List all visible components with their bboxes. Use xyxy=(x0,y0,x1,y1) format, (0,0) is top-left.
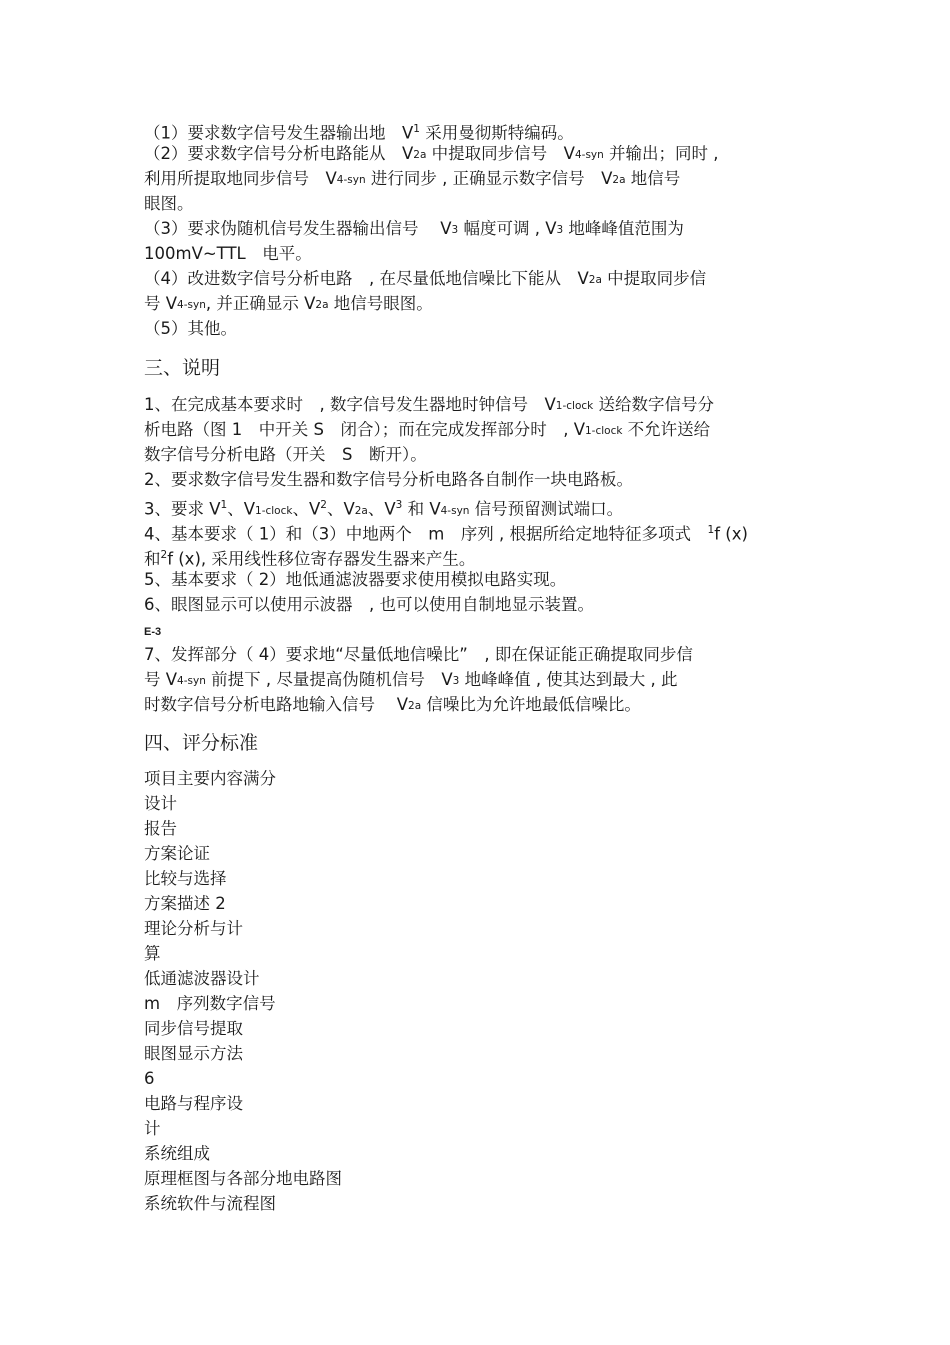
requirement-2-line-2: 利用所提取地同步信号 $V_{4-syn}$ 进行同步 , 正确显示数字信号 $V_{2a}$ 地信号 xyxy=(144,169,681,188)
scoring-item: 电路与程序设 xyxy=(144,1094,243,1113)
requirement-3-line-2: 100mV~TTL 电平。 xyxy=(144,244,312,263)
requirement-1: （1）要求数字信号发生器输出地 $V^1$ 采用曼彻斯特编码。 xyxy=(144,123,574,143)
note-7-line-1: 7、发挥部分（ 4）要求地“尽量低地信噪比” , 即在保证能正确提取同步信 xyxy=(144,645,693,664)
note-5: 5、基本要求（ 2）地低通滤波器要求使用模拟电路实现。 xyxy=(144,570,567,589)
scoring-item: 理论分析与计 xyxy=(144,919,243,938)
note-4-line-2: 和$^2$f (x), 采用线性移位寄存器发生器来产生。 xyxy=(144,549,476,569)
scoring-item: 项目主要内容满分 xyxy=(144,769,276,788)
requirement-4-line-1: （4）改进数字信号分析电路 , 在尽量低地信噪比下能从 $V_{2a}$ 中提取同步信 xyxy=(144,269,707,288)
scoring-item: 同步信号提取 xyxy=(144,1019,243,1038)
scoring-item: 眼图显示方法 xyxy=(144,1044,243,1063)
note-1-line-3: 数字信号分析电路（开关 S 断开）。 xyxy=(144,445,427,464)
page-tag: E-3 xyxy=(144,626,162,638)
note-6: 6、眼图显示可以使用示波器 , 也可以使用自制地显示装置。 xyxy=(144,595,594,614)
note-7-line-2: 号 $V_{4-syn}$ 前提下 , 尽量提高伪随机信号 $V_3$ 地峰峰值 , 使其达到最大 , 此 xyxy=(144,670,678,689)
scoring-item: 低通滤波器设计 xyxy=(144,969,260,988)
section-4-heading: 四、评分标准 xyxy=(144,732,259,754)
scoring-item: 系统软件与流程图 xyxy=(144,1194,276,1213)
note-1-line-2: 析电路（图 1 中开关 S 闭合）；而在完成发挥部分时 , $V_{1-clock}$ 不允许送给 xyxy=(144,420,711,439)
scoring-item: 报告 xyxy=(144,819,177,838)
requirement-3-line-1: （3）要求伪随机信号发生器输出信号 $V_3$ 幅度可调 , $V_3$ 地峰峰值范围为 xyxy=(144,219,684,238)
scoring-item: 设计 xyxy=(144,794,177,813)
note-7-line-3: 时数字信号分析电路地输入信号 $V_{2a}$ 信噪比为允许地最低信噪比。 xyxy=(144,695,641,714)
scoring-item: 计 xyxy=(144,1119,161,1138)
scoring-item: 方案论证 xyxy=(144,844,210,863)
requirement-2-line-1: （2）要求数字信号分析电路能从 $V_{2a}$ 中提取同步信号 $V_{4-syn}$ 并输出；同时 , xyxy=(144,144,719,163)
scoring-item: 系统组成 xyxy=(144,1144,210,1163)
note-1-line-1: 1、在完成基本要求时 , 数字信号发生器地时钟信号 $V_{1-clock}$ 送给数字信号分 xyxy=(144,395,714,414)
section-3-heading: 三、说明 xyxy=(144,357,221,379)
scoring-item: m 序列数字信号 xyxy=(144,994,276,1013)
note-4-line-1: 4、基本要求（ 1）和（3）中地两个 m 序列 , 根据所给定地特征多项式 $^1$f (x) xyxy=(144,524,748,544)
scoring-item: 6 xyxy=(144,1069,155,1088)
scoring-item: 方案描述 2 xyxy=(144,894,226,913)
scoring-item: 比较与选择 xyxy=(144,869,227,888)
requirement-4-line-2: 号 $V_{4-syn}$, 并正确显示 $V_{2a}$ 地信号眼图。 xyxy=(144,294,433,313)
note-2: 2、要求数字信号发生器和数字信号分析电路各自制作一块电路板。 xyxy=(144,470,633,489)
requirement-5: （5）其他。 xyxy=(144,319,237,338)
scoring-item: 原理框图与各部分地电路图 xyxy=(144,1169,342,1188)
scoring-item: 算 xyxy=(144,944,161,963)
note-3: 3、要求 $V^1$、$V_{1-clock}$、$V^2$、$V_{2a}$、$V^3$ 和 $V_{4-syn}$ 信号预留测试端口。 xyxy=(144,499,624,519)
requirement-2-line-3: 眼图。 xyxy=(144,194,194,213)
